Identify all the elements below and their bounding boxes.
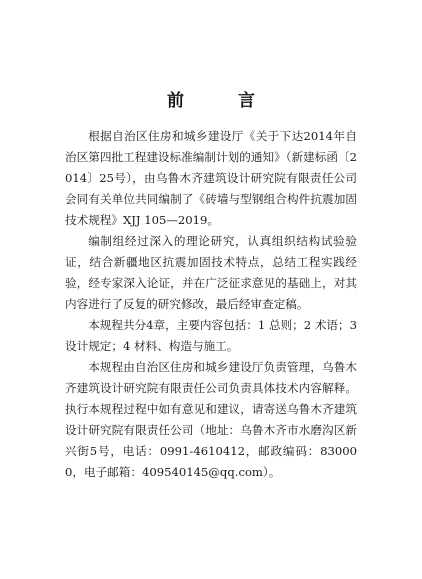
preface-paragraph-3: 本规程共分4章，主要内容包括：1 总则；2 术语；3 设计规定；4 材料、构造与施工。 <box>65 318 357 353</box>
preface-body <box>65 126 357 483</box>
preface-paragraph-1: 根据自治区住房和城乡建设厅《关于下达2014年自治区第四批工程建设标准编制计划的通知》（新建标函〔2014〕25号），由乌鲁木齐建筑设计研究院有限责任公司会同有关单位共同编制了《砖墙与型钢组合构件抗震加固技术规程》XJJ 105—2019。 <box>65 129 357 227</box>
preface-paragraph-4: 本规程由自治区住房和城乡建设厅负责管理，乌鲁木齐建筑设计研究院有限责任公司负责具体技术内容解释。执行本规程过程中如有意见和建议，请寄送乌鲁木齐建筑设计研究院有限责任公司（地址：乌鲁木齐市水磨沟区新兴街5号，电话：0991-4610412，邮政编码：830000，电子邮箱：409540145@qq.com）。 <box>65 360 357 479</box>
preface-paragraph-2: 编制组经过深入的理论研究，认真组织结构试验验证，结合新疆地区抗震加固技术特点，总结工程实践经验，经专家深入论证，并在广泛征求意见的基础上，对其内容进行了反复的研究修改，最后经审查定稿。 <box>65 234 357 311</box>
page-title: 前 言 <box>167 91 279 111</box>
